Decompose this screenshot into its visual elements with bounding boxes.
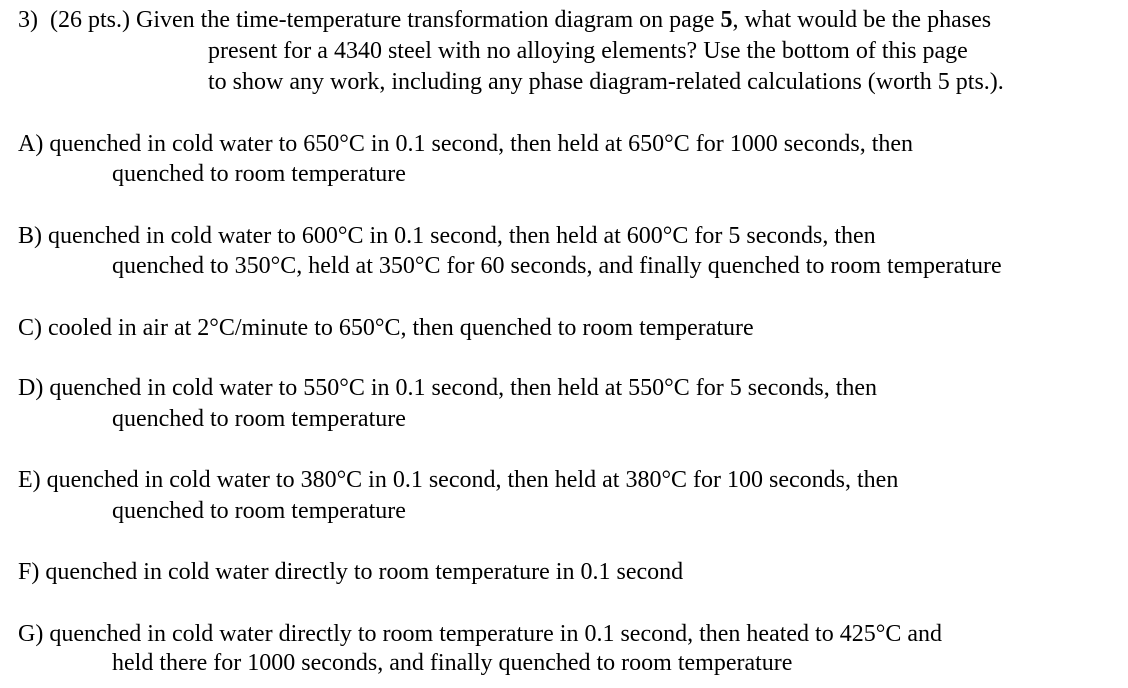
question-page-number: 5 bbox=[720, 7, 733, 33]
part-d-line-1: D) quenched in cold water to 550°C in 0.1 second, then held at 550°C for 5 seconds, then bbox=[18, 375, 878, 401]
question-text-post: , what would be the phases bbox=[732, 7, 992, 33]
part-f-line-1: F) quenched in cold water directly to room temperature in 0.1 second bbox=[18, 559, 684, 585]
part-a-line-2: quenched to room temperature bbox=[112, 161, 406, 187]
part-g-line-2: held there for 1000 seconds, and finally quenched to room temperature bbox=[112, 650, 793, 676]
part-e-line-1: E) quenched in cold water to 380°C in 0.1 second, then held at 380°C for 100 seconds, then bbox=[18, 467, 899, 493]
part-b-line-2: quenched to 350°C, held at 350°C for 60 seconds, and finally quenched to room temperature bbox=[112, 253, 1002, 279]
part-g-line-1: G) quenched in cold water directly to room temperature in 0.1 second, then heated to 425°C and bbox=[18, 621, 942, 647]
part-d-line-2: quenched to room temperature bbox=[112, 406, 406, 432]
part-e-line-2: quenched to room temperature bbox=[112, 498, 406, 524]
question-line-2: present for a 4340 steel with no alloying elements? Use the bottom of this page bbox=[208, 38, 968, 64]
question-text-pre: Given the time-temperature transformation diagram on page bbox=[136, 7, 721, 33]
part-c-line-1: C) cooled in air at 2°C/minute to 650°C, then quenched to room temperature bbox=[18, 315, 754, 341]
part-a-line-1: A) quenched in cold water to 650°C in 0.1 second, then held at 650°C for 1000 seconds, then bbox=[18, 131, 914, 157]
question-line-3: to show any work, including any phase diagram-related calculations (worth 5 pts.). bbox=[208, 69, 1004, 95]
question-number: 3) bbox=[18, 7, 38, 33]
question-points: (26 pts.) bbox=[50, 7, 130, 33]
part-b-line-1: B) quenched in cold water to 600°C in 0.1 second, then held at 600°C for 5 seconds, then bbox=[18, 223, 876, 249]
question-line-1 bbox=[18, 5, 991, 35]
